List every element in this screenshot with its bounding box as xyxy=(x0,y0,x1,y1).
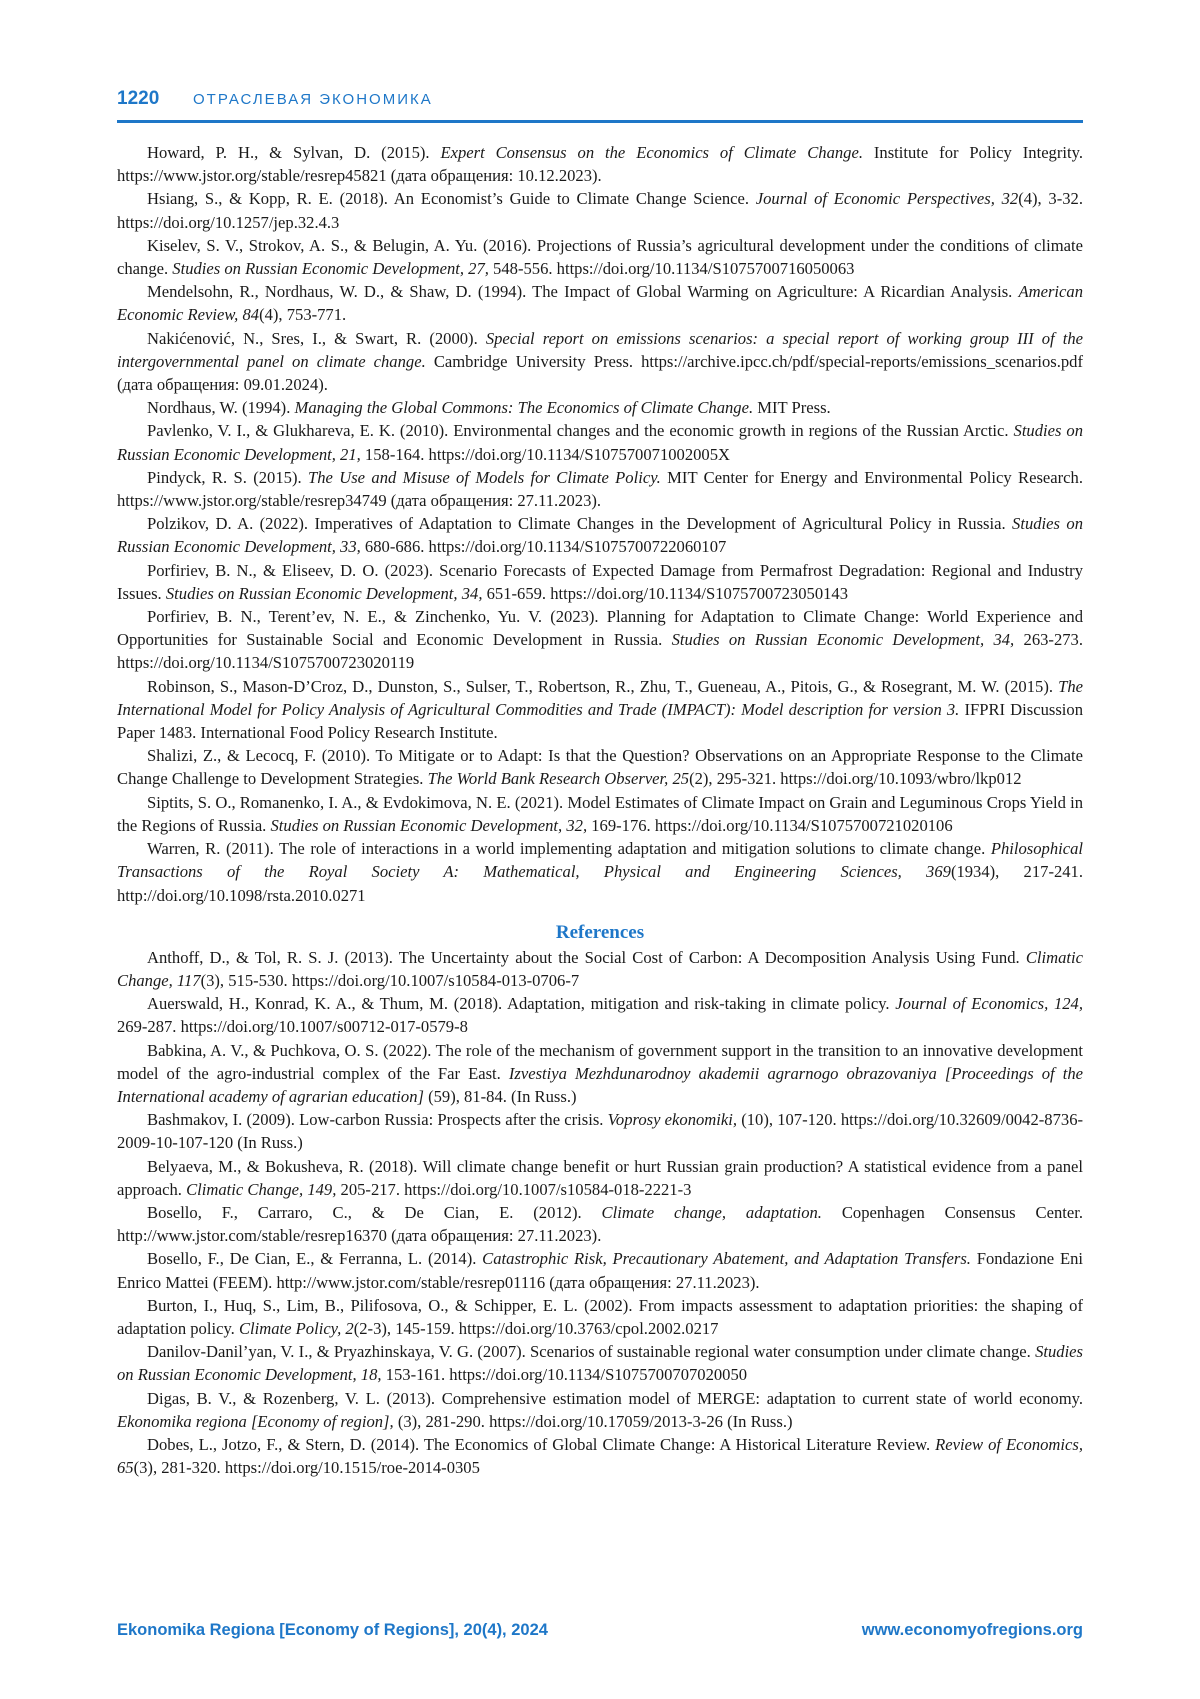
page-content xyxy=(117,141,1083,1479)
reference-details: (2), 295-321. https://doi.org/10.1093/wbro/lkp012 xyxy=(689,769,1022,789)
reference-details: IFPRI Discussion Paper 1483. International Food Policy Research Institute. xyxy=(117,699,1083,743)
references-list xyxy=(117,946,1083,1480)
reference-details: 153-161. https://doi.org/10.1134/S1075700707020050 xyxy=(381,1365,748,1385)
reference-details: Cambridge University Press. https://archive.ipcc.ch/pdf/special-reports/emissions_scenarios.pdf (дата обращения: 09.01.2024). xyxy=(117,351,1083,395)
reference-details: 548-556. https://doi.org/10.1134/S1075700716050063 xyxy=(488,259,855,279)
reference-entry xyxy=(117,946,1083,992)
reference-source: Managing the Global Commons: The Economics of Climate Change. xyxy=(294,398,754,418)
reference-entry xyxy=(117,1108,1083,1154)
reference-details: MIT Center for Energy and Environmental Policy Research. https://www.jstor.org/stable/resrep34749 (дата обращения: 27.11.2023). xyxy=(117,467,1083,511)
reference-entry xyxy=(117,791,1083,837)
reference-details: 680-686. https://doi.org/10.1134/S1075700722060107 xyxy=(360,537,727,557)
reference-entry xyxy=(117,512,1083,558)
footer-journal: Ekonomika Regiona [Economy of Regions], 20(4), 2024 xyxy=(117,1621,548,1639)
reference-details: (3), 515-530. https://doi.org/10.1007/s10584-013-0706-7 xyxy=(200,970,580,990)
reference-source: The World Bank Research Observer, 25 xyxy=(427,769,690,789)
reference-authors-title: Pindyck, R. S. (2015). xyxy=(147,467,308,487)
journal-section-title: ОТРАСЛЕВАЯ ЭКОНОМИКА xyxy=(193,91,433,108)
reference-authors-title: Belyaeva, M., & Bokusheva, R. (2018). Will climate change benefit or hurt Russian grain production? A statistical evidence from a panel approach. xyxy=(117,1156,1083,1199)
reference-authors-title: Warren, R. (2011). The role of interactions in a world implementing adaptation and mitigation solutions to climate change. xyxy=(147,839,991,859)
reference-entry xyxy=(117,1039,1083,1109)
reference-details: 263-273. https://doi.org/10.1134/S1075700723020119 xyxy=(117,630,1083,673)
reference-authors-title: Dobes, L., Jotzo, F., & Stern, D. (2014). The Economics of Global Climate Change: A Historical Literature Review. xyxy=(147,1434,936,1454)
reference-authors-title: Pavlenko, V. I., & Glukhareva, E. K. (2010). Environmental changes and the economic growth in regions of the Russian Arctic. xyxy=(147,421,1014,441)
reference-details: Fondazione Eni Enrico Mattei (FEEM). http://www.jstor.com/stable/resrep01116 (дата обращения: 27.11.2023). xyxy=(117,1249,1084,1292)
reference-source: Climate Policy, 2 xyxy=(238,1318,354,1338)
reference-entry xyxy=(117,187,1083,233)
reference-authors-title: Polzikov, D. A. (2022). Imperatives of Adaptation to Climate Changes in the Development of Agricultural Policy in Russia. xyxy=(147,514,1013,534)
reference-details: 205-217. https://doi.org/10.1007/s10584-018-2221-3 xyxy=(336,1179,692,1199)
reference-details: (4), 753-771. xyxy=(259,305,347,325)
reference-authors-title: Porfiriev, B. N., Terent’ev, N. E., & Zinchenko, Yu. V. (2023). Planning for Adaptation to Climate Change: World Experience and Opportunities for Sustainable Social and Economic Development in Russia. xyxy=(117,607,1083,650)
reference-details: 651-659. https://doi.org/10.1134/S1075700723050143 xyxy=(482,583,849,603)
reference-entry xyxy=(117,675,1083,745)
reference-details: MIT Press. xyxy=(753,398,831,418)
footer-website-link[interactable]: www.economyofregions.org xyxy=(861,1621,1083,1639)
reference-details: (59), 81-84. (In Russ.) xyxy=(423,1086,577,1106)
reference-details: 158-164. https://doi.org/10.1134/S107570071002005X xyxy=(360,444,731,464)
reference-authors-title: Shalizi, Z., & Lecocq, F. (2010). To Mitigate or to Adapt: Is that the Question? Observations on an Appropriate Response to the Climate Change Challenge to Development Strategies. xyxy=(117,746,1083,789)
reference-source: American Economic Review, 84 xyxy=(117,282,1083,325)
page-header xyxy=(117,84,1083,123)
reference-authors-title: Porfiriev, B. N., & Eliseev, D. O. (2023). Scenario Forecasts of Expected Damage from Permafrost Degradation: Regional and Industry Issues. xyxy=(117,560,1083,603)
reference-authors-title: Nordhaus, W. (1994). xyxy=(147,398,295,418)
reference-source: Ekonomika regiona [Economy of region], xyxy=(117,1411,394,1431)
reference-details: (4), 3-32. https://doi.org/10.1257/jep.32.4.3 xyxy=(117,189,1083,232)
reference-entry xyxy=(117,141,1083,187)
reference-source: Journal of Economic Perspectives, 32 xyxy=(755,189,1019,209)
reference-authors-title: Bosello, F., De Cian, E., & Ferranna, L. (2014). xyxy=(147,1249,483,1269)
reference-authors-title: Nakićenović, N., Sres, I., & Swart, R. (2000). xyxy=(147,328,486,348)
reference-source: The Use and Misuse of Models for Climate Policy. xyxy=(307,467,661,487)
reference-authors-title: Hsiang, S., & Kopp, R. E. (2018). An Economist’s Guide to Climate Change Science. xyxy=(147,189,756,209)
reference-authors-title: Mendelsohn, R., Nordhaus, W. D., & Shaw, D. (1994). The Impact of Global Warming on Agriculture: A Ricardian Analysis. xyxy=(147,282,1019,302)
reference-authors-title: Burton, I., Huq, S., Lim, B., Pilifosova, O., & Schipper, E. L. (2002). From impacts assessment to adaptation priorities: the shaping of adaptation policy. xyxy=(117,1295,1083,1338)
reference-source: Special report on emissions scenarios: a special report of working group III of the intergovernmental panel on climate change. xyxy=(117,328,1084,371)
reference-authors-title: Bosello, F., Carraro, C., & De Cian, E. (2012). xyxy=(147,1202,602,1222)
reference-authors-title: Digas, B. V., & Rozenberg, V. L. (2013). Comprehensive estimation model of MERGE: adaptation to current state of world economy. xyxy=(147,1388,1083,1408)
reference-entry xyxy=(117,1340,1083,1386)
reference-entry xyxy=(117,396,1083,419)
reference-source: Climatic Change, 117 xyxy=(117,947,1083,990)
reference-entry xyxy=(117,1294,1083,1340)
reference-authors-title: Auerswald, H., Konrad, K. A., & Thum, M. (2018). Adaptation, mitigation and risk-taking in climate policy. xyxy=(147,994,896,1014)
reference-details: (3), 281-290. https://doi.org/10.17059/2013-3-26 (In Russ.) xyxy=(393,1411,793,1431)
reference-source: The International Model for Policy Analysis of Agricultural Commodities and Trade (IMPACT): Model description for version 3. xyxy=(117,676,1083,719)
reference-entry xyxy=(117,466,1083,512)
reference-entry xyxy=(117,559,1083,605)
reference-entry xyxy=(117,605,1083,675)
reference-entry xyxy=(117,280,1083,326)
reference-entry xyxy=(117,992,1083,1038)
reference-entry xyxy=(117,837,1083,907)
reference-source: Studies on Russian Economic Development, 32, xyxy=(270,815,588,835)
reference-details: 269-287. https://doi.org/10.1007/s00712-017-0579-8 xyxy=(117,1017,468,1037)
reference-entry xyxy=(117,1433,1083,1479)
reference-authors-title: Howard, P. H., & Sylvan, D. (2015). xyxy=(147,143,441,162)
reference-source: Climatic Change, 149, xyxy=(186,1179,337,1199)
reference-authors-title: Robinson, S., Mason-D’Croz, D., Dunston, S., Sulser, T., Robertson, R., Zhu, T., Gueneau, A., Pitois, G., & Rosegrant, M. W. (2015). xyxy=(147,676,1059,696)
reference-details: (3), 281-320. https://doi.org/10.1515/roe-2014-0305 xyxy=(133,1458,480,1478)
reference-source: Voprosy ekonomiki, xyxy=(607,1110,738,1130)
reference-entry xyxy=(117,1247,1083,1293)
reference-entry xyxy=(117,419,1083,465)
reference-source: Expert Consensus on the Economics of Climate Change. xyxy=(440,143,863,162)
reference-source: Studies on Russian Economic Development, 34, xyxy=(671,630,1015,650)
reference-source: Studies on Russian Economic Development, 18, xyxy=(117,1342,1083,1385)
reference-source: Studies on Russian Economic Development, 21, xyxy=(117,421,1083,464)
reference-source: Catastrophic Risk, Precautionary Abatement, and Adaptation Transfers. xyxy=(482,1249,971,1269)
reference-source: Journal of Economics, 124, xyxy=(895,994,1083,1014)
reference-authors-title: Anthoff, D., & Tol, R. S. J. (2013). The Uncertainty about the Social Cost of Carbon: A Decomposition Analysis Using Fund. xyxy=(147,947,1026,967)
reference-details: (10), 107-120. https://doi.org/10.32609/0042-8736-2009-10-107-120 (In Russ.) xyxy=(117,1110,1084,1153)
reference-authors-title: Kiselev, S. V., Strokov, A. S., & Belugin, A. Yu. (2016). Projections of Russia’s agricultural development under the conditions of climate change. xyxy=(117,235,1083,279)
reference-details: 169-176. https://doi.org/10.1134/S1075700721020106 xyxy=(587,815,953,835)
reference-source: Studies on Russian Economic Development, 27, xyxy=(172,259,489,279)
reference-source: Philosophical Transactions of the Royal Society A: Mathematical, Physical and Engineering Sciences, 369 xyxy=(117,839,1083,882)
reference-authors-title: Danilov-Danil’yan, V. I., & Pryazhinskaya, V. G. (2007). Scenarios of sustainable regional water consumption under climate change. xyxy=(147,1342,1036,1362)
reference-details: (2-3), 145-159. https://doi.org/10.3763/cpol.2002.0217 xyxy=(353,1318,719,1338)
page-number: 1220 xyxy=(117,88,160,109)
reference-source: Studies on Russian Economic Development, 33, xyxy=(117,514,1083,557)
reference-source: Izvestiya Mezhdunarodnoy akademii agrarnogo obrazovaniya [Proceedings of the International academy of agrarian education] xyxy=(117,1063,1083,1106)
reference-source: Studies on Russian Economic Development, 34, xyxy=(165,583,483,603)
reference-details: (1934), 217-241. http://doi.org/10.1098/rsta.2010.0271 xyxy=(117,862,1084,905)
reference-entry xyxy=(117,1387,1083,1433)
reference-entry xyxy=(117,1201,1083,1247)
reference-authors-title: Siptits, S. O., Romanenko, I. A., & Evdokimova, N. E. (2021). Model Estimates of Climate Impact on Grain and Leguminous Crops Yield in the Regions of Russia. xyxy=(117,792,1083,835)
reference-details: Institute for Policy Integrity. https://www.jstor.org/stable/resrep45821 (дата обращения: 10.12.2023). xyxy=(117,143,1083,186)
reference-source: Review of Economics, 65 xyxy=(117,1434,1083,1478)
reference-source: Climate change, adaptation. xyxy=(601,1202,822,1222)
reference-authors-title: Bashmakov, I. (2009). Low-carbon Russia: Prospects after the crisis. xyxy=(147,1110,608,1130)
reference-entry xyxy=(117,1155,1083,1201)
reference-entry xyxy=(117,234,1083,280)
reference-details: Copenhagen Consensus Center. http://www.jstor.com/stable/resrep16370 (дата обращения: 27.11.2023). xyxy=(117,1202,1083,1246)
reference-authors-title: Babkina, A. V., & Puchkova, O. S. (2022). The role of the mechanism of government support in the transition to an innovative development model of the agro-industrial complex of the Far East. xyxy=(117,1040,1083,1083)
reference-entry xyxy=(117,744,1083,790)
references-heading: References xyxy=(555,921,645,943)
russian-references-list xyxy=(117,141,1083,907)
reference-entry xyxy=(117,327,1083,397)
